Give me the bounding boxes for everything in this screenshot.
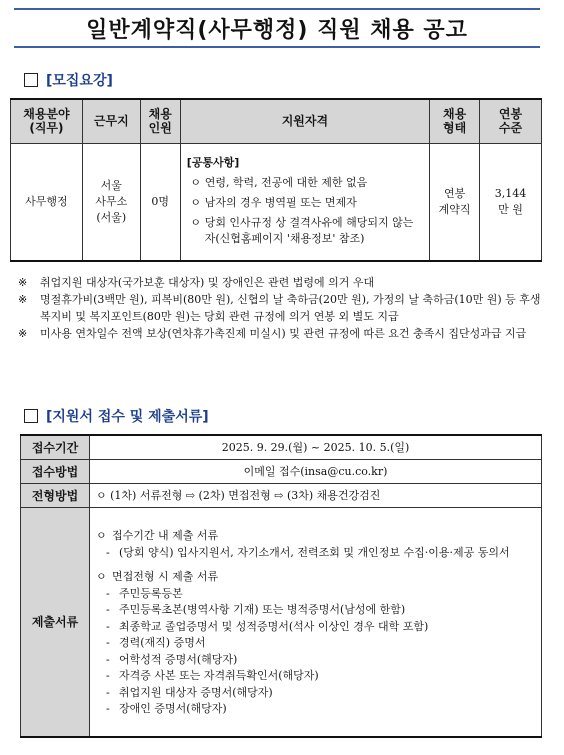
header-location: 근무지 (82, 99, 140, 143)
reference-mark-icon: ※ (18, 327, 28, 340)
qual-header: [공통사항] (186, 155, 240, 169)
bullet-icon: ㅇ (190, 175, 201, 189)
dash-icon: - (106, 685, 110, 699)
type-line: 연봉 (443, 186, 466, 200)
docs-item (96, 635, 537, 652)
value-process: ㅇ (1차) 서류전형 ⇨ (2차) 면접전형 ⇨ (3차) 채용건강검진 (90, 483, 542, 507)
dash-icon: - (106, 619, 110, 633)
checkbox-square-icon (24, 73, 38, 87)
reference-mark-icon: ※ (18, 293, 28, 306)
cell-location (82, 143, 140, 261)
dash-icon: - (106, 603, 110, 616)
bullet-icon: ㅇ (190, 195, 201, 209)
note-item (18, 291, 546, 325)
recruitment-table (10, 98, 542, 262)
docs-item (96, 652, 537, 669)
docs-group-title (96, 528, 537, 545)
dash-icon: - (106, 669, 110, 682)
header-salary: 연봉 수준 (480, 99, 542, 143)
dash-icon: - (106, 652, 110, 666)
section1-heading-text: [모집요강] (46, 73, 113, 89)
dash-icon: - (106, 636, 110, 649)
note-item (18, 325, 546, 342)
value-docs (90, 507, 542, 737)
docs-item-text: 경력(재직) 증명서 (119, 636, 206, 649)
cell-type (430, 143, 480, 261)
docs-item-text: 최종학교 졸업증명서 및 성적증명서(석사 이상인 경우 대학 포함) (119, 619, 429, 633)
page-title: 일반계약직(사무행정) 직원 채용 공고 (86, 17, 468, 43)
qual-item-text: 남자의 경우 병역필 또는 면제자 (204, 195, 357, 209)
location-line: 서울 (100, 178, 122, 192)
docs-item-text: 장애인 증명서(해당자) (119, 702, 227, 715)
docs-group-title-text: 접수기간 내 제출 서류 (112, 529, 219, 542)
docs-item (96, 685, 537, 702)
docs-item (96, 668, 537, 685)
cell-count: 0명 (140, 143, 180, 261)
header-type: 채용 형태 (430, 99, 480, 143)
salary-line: 만 원 (498, 202, 523, 216)
note-text: 명절휴가비(3백만 원), 피복비(80만 원), 신협의 날 축하금(20만 원), 가정의 날 축하금(10만 원) 등 후생복지비 및 복지포인트(80만 원)는 당회 관련 규정에 의거 연봉 외 별도 지급 (40, 293, 541, 323)
qual-item (187, 195, 425, 211)
location-line: (서울) (96, 210, 127, 224)
note-item (18, 274, 546, 291)
checkbox-square-icon (24, 409, 38, 423)
application-table (20, 434, 542, 738)
header-field: 채용분야 (직무) (11, 99, 83, 143)
docs-item (96, 602, 537, 619)
cell-qualification (180, 143, 429, 261)
docs-item-text: (당회 양식) 입사지원서, 자기소개서, 전력조회 및 개인정보 수집·이용·제공 동의서 (119, 545, 510, 559)
label-method: 접수방법 (21, 459, 90, 483)
docs-item (96, 619, 537, 636)
bullet-icon: ㅇ (96, 529, 107, 542)
note-text: 미사용 연차일수 전액 보상(연차휴가촉진제 미실시) 및 관련 규정에 따른 요건 충족시 집단성과급 지급 (40, 327, 527, 340)
docs-item-text: 자격증 사본 또는 자격취득확인서(해당자) (119, 669, 319, 682)
notes-list (18, 274, 546, 342)
bullet-icon: ㅇ (190, 215, 201, 229)
qual-item (187, 175, 425, 191)
reference-mark-icon: ※ (18, 276, 28, 289)
qual-item (187, 215, 425, 247)
label-period: 접수기간 (21, 435, 90, 459)
docs-item-text: 주민등록초본(병역사항 기재) 또는 병적증명서(남성에 한함) (119, 603, 406, 616)
title-bar (14, 8, 540, 48)
docs-item-text: 취업지원 대상자 증명서(해당자) (119, 685, 273, 699)
type-line: 계약직 (438, 202, 471, 216)
label-process: 전형방법 (21, 483, 90, 507)
dash-icon: - (106, 702, 110, 715)
header-count: 채용 인원 (140, 99, 180, 143)
section2-heading-text: [지원서 접수 및 제출서류] (46, 409, 209, 425)
docs-item (96, 545, 537, 562)
label-docs: 제출서류 (21, 507, 90, 737)
location-line: 사무소 (95, 194, 128, 208)
dash-icon: - (106, 586, 110, 600)
bullet-icon: ㅇ (96, 570, 107, 583)
cell-salary (480, 143, 542, 261)
qual-item-text: 연령, 학력, 전공에 대한 제한 없음 (204, 175, 368, 189)
value-method: 이메일 접수(insa@cu.co.kr) (90, 459, 542, 483)
docs-item (96, 701, 537, 718)
docs-item-text: 주민등록등본 (119, 586, 183, 600)
cell-field: 사무행정 (11, 143, 83, 261)
header-qualification: 지원자격 (180, 99, 429, 143)
value-period: 2025. 9. 29.(월) ~ 2025. 10. 5.(일) (90, 435, 542, 459)
docs-group-title-text: 면접전형 시 제출 서류 (112, 570, 219, 583)
docs-item (96, 586, 537, 603)
docs-item-text: 어학성적 증명서(해당자) (119, 652, 238, 666)
section1-heading (24, 70, 113, 90)
salary-line: 3,144 (494, 186, 527, 200)
docs-group-title (96, 569, 537, 586)
qual-item-text: 당회 인사규정 상 결격사유에 해당되지 않는 자(신협홈페이지 '채용정보' 참조) (204, 215, 414, 245)
note-text: 취업지원 대상자(국가보훈 대상자) 및 장애인은 관련 법령에 의거 우대 (40, 276, 375, 289)
section2-heading (24, 406, 209, 426)
dash-icon: - (106, 545, 110, 559)
